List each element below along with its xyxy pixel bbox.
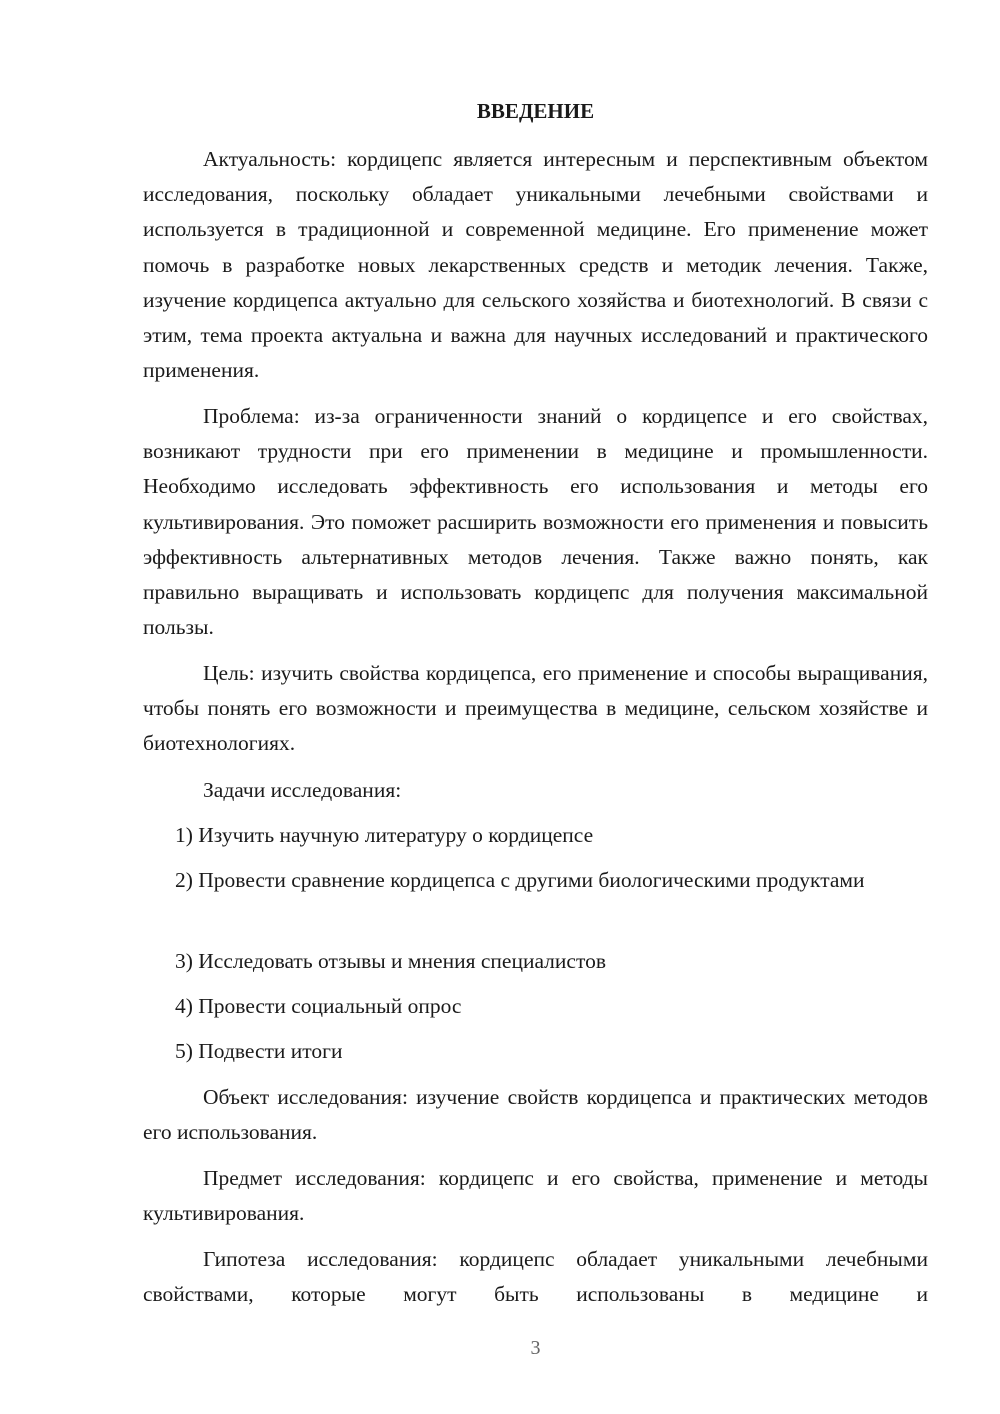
subject-paragraph: Предмет исследования: кордицепс и его свойства, применение и методы культивирования. <box>143 1166 928 1226</box>
problem-paragraph: Проблема: из-за ограниченности знаний о кордицепсе и его свойствах, возникают трудности при его применении в медицине и промышленности. Необходимо исследовать эффективность его использования и методы его культивирования. Это поможет расширить возможности его применения и повысить эффективность альтернативных методов лечения. Также важно понять, как правильно выращивать и использовать кордицепс для получения максимальной пользы. <box>143 404 928 640</box>
page-number: 3 <box>530 1337 541 1359</box>
task-item: 2) Провести сравнение кордицепса с другими биологическими продуктами <box>175 868 865 892</box>
tasks-heading: Задачи исследования: <box>203 778 402 802</box>
goal-paragraph: Цель: изучить свойства кордицепса, его применение и способы выращивания, чтобы понять его возможности и преимущества в медицине, сельском хозяйстве и биотехнологиях. <box>143 661 928 756</box>
task-item: 3) Исследовать отзывы и мнения специалистов <box>175 949 606 973</box>
hypothesis-paragraph: Гипотеза исследования: кордицепс обладает уникальными лечебными свойствами, которые могут быть использованы в медицине и <box>143 1247 928 1307</box>
page-title: ВВЕДЕНИЕ <box>476 99 595 123</box>
task-item: 5) Подвести итоги <box>175 1039 343 1063</box>
task-item: 1) Изучить научную литературу о кордицепсе <box>175 823 594 847</box>
relevance-paragraph: Актуальность: кордицепс является интересным и перспективным объектом исследования, поскольку обладает уникальными лечебными свойствами и используется в традиционной и современной медицине. Его применение может помочь в разработке новых лекарственных средств и методик лечения. Также, изучение кордицепса актуально для сельского хозяйства и биотехнологий. В связи с этим, тема проекта актуальна и важна для научных исследований и практического применения. <box>143 147 928 383</box>
object-paragraph: Объект исследования: изучение свойств кордицепса и практических методов его использования. <box>143 1085 928 1145</box>
task-item: 4) Провести социальный опрос <box>175 994 462 1018</box>
document-page <box>143 0 928 1414</box>
